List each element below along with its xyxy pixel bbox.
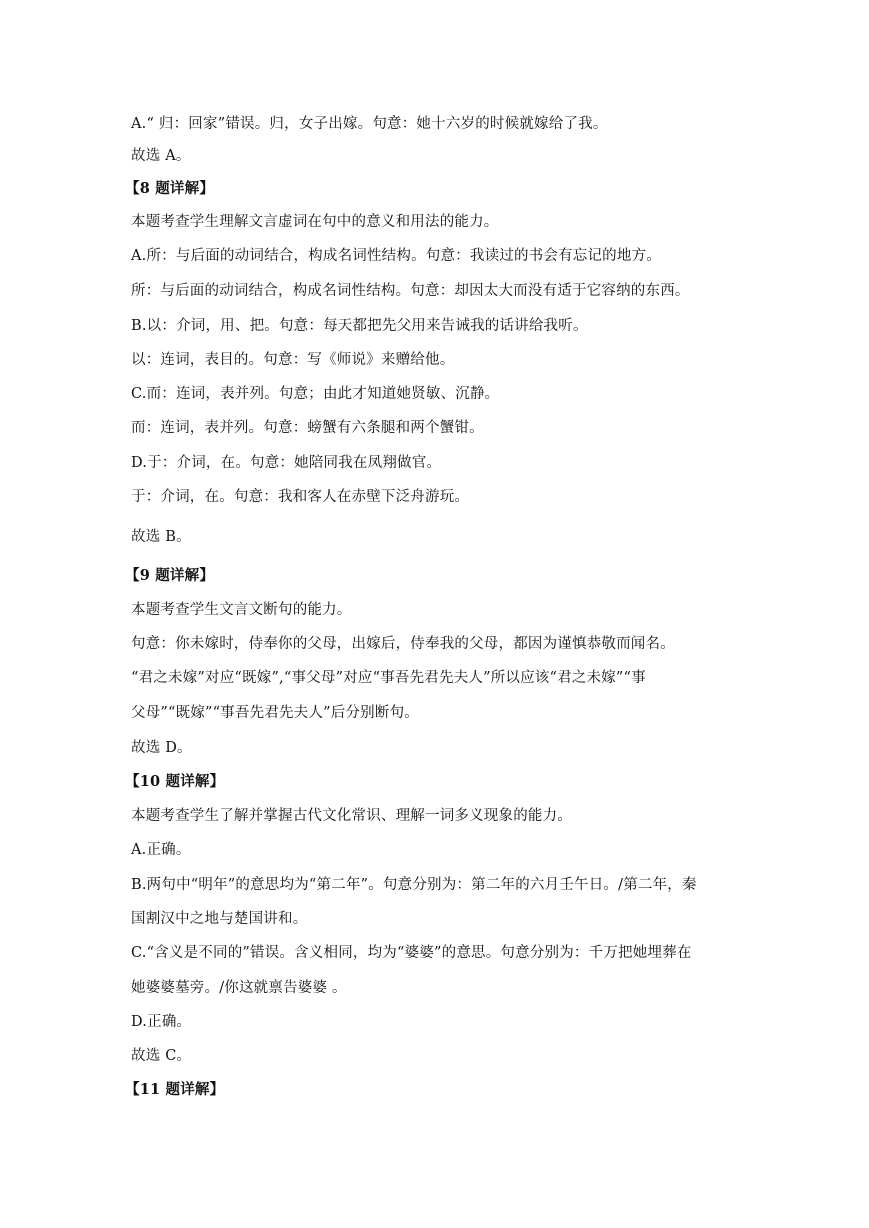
text-line: D.正确。 xyxy=(131,1014,192,1030)
text-line: 故选 C。 xyxy=(131,1048,192,1064)
text-line: 父母”“既嫁”“事吾先君先夫人”后分别断句。 xyxy=(131,705,419,721)
text-line: 本题考查学生理解文言虚词在句中的意义和用法的能力。 xyxy=(131,214,499,230)
text-line: “君之未嫁”对应“既嫁”,“事父母”对应“事吾先君先夫人”所以应该“君之未嫁”“事 xyxy=(131,670,646,686)
section-heading-11: 【11 题详解】 xyxy=(125,1081,225,1098)
text-line: C.“含义是不同的”错误。含义相同，均为“婆婆”的意思。句意分别为：千万把她埋葬在 xyxy=(131,945,692,961)
text-line: 于：介词，在。句意：我和客人在赤壁下泛舟游玩。 xyxy=(131,489,470,505)
text-line: 故选 B。 xyxy=(131,529,191,545)
text-line: C.而：连词，表并列。句意；由此才知道她贤敏、沉静。 xyxy=(131,386,500,402)
text-line: 国割汉中之地与楚国讲和。 xyxy=(131,911,308,927)
text-line: 本题考查学生了解并掌握古代文化常识、理解一词多义现象的能力。 xyxy=(131,808,572,824)
text-line: A.所：与后面的动词结合，构成名词性结构。句意：我读过的书会有忘记的地方。 xyxy=(131,248,661,264)
text-line: 本题考查学生文言文断句的能力。 xyxy=(131,602,352,618)
text-line: 故选 A。 xyxy=(131,148,191,164)
text-line: A.“ 归：回家”错误。归，女子出嫁。句意：她十六岁的时候就嫁给了我。 xyxy=(131,116,608,132)
text-line: 而：连词，表并列。句意：螃蟹有六条腿和两个蟹钳。 xyxy=(131,420,484,436)
text-line: B.以：介词，用、把。句意：每天都把先父用来告诫我的话讲给我听。 xyxy=(131,318,588,334)
text-line: 所：与后面的动词结合，构成名词性结构。句意：却因太大而没有适于它容纳的东西。 xyxy=(131,283,690,299)
text-line: D.于：介词，在。句意：她陪同我在凤翔做官。 xyxy=(131,455,442,471)
text-line: B.两句中“明年”的意思均为“第二年”。句意分别为：第二年的六月壬午日。/第二年，秦 xyxy=(131,877,697,893)
section-heading-8: 【8 题详解】 xyxy=(125,180,215,197)
section-heading-10: 【10 题详解】 xyxy=(125,773,225,790)
text-line: 句意：你未嫁时，侍奉你的父母，出嫁后，侍奉我的父母，都因为谨慎恭敬而闻名。 xyxy=(131,636,675,652)
text-line: 以：连词，表目的。句意：写《师说》来赠给他。 xyxy=(131,352,455,368)
text-line: 故选 D。 xyxy=(131,740,192,756)
text-line: 她婆婆墓旁。/你这就禀告婆婆 。 xyxy=(131,980,347,996)
text-line: A.正确。 xyxy=(131,842,191,858)
section-heading-9: 【9 题详解】 xyxy=(125,567,215,584)
